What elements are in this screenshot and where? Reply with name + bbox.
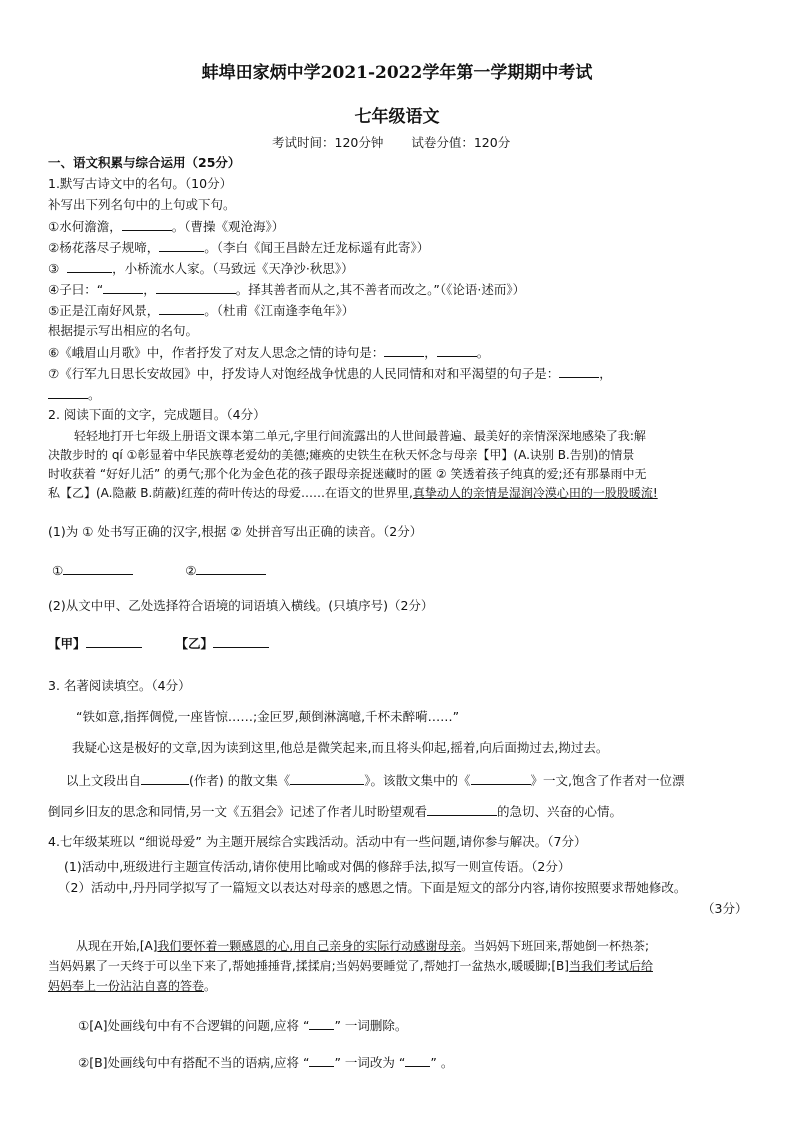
q4-i2b: ” 一词改为 “: [334, 1055, 406, 1070]
q1-7-end: 。: [88, 387, 101, 402]
answer-blank[interactable]: [63, 561, 133, 575]
exam-title: 蚌埠田家炳中学2021-2022学年第一学期期中考试: [201, 63, 593, 83]
q4-sub2-score: （3分）: [702, 901, 748, 916]
q1-item-6: [48, 343, 489, 362]
answer-blank[interactable]: [309, 1016, 334, 1030]
q1-7-text: ⑦《行军九日思长安故园》中，抒发诗人对饱经战争忧患的人民同情和对和平渴望的句子是：: [48, 366, 560, 381]
q4-p2a: 当妈妈累了一天终于可以坐下来了,帮她捶捶背,揉揉肩;当妈妈要睡觉了,帮她打一盆热水,暖暖脚;[B]: [48, 959, 569, 973]
q4-p2-underlined: 当我们考试后给: [568, 959, 653, 973]
q1-item-7: [48, 364, 612, 383]
q2-passage-line-4: [48, 484, 658, 502]
q2-passage-line-3: 时收获着 “好好儿活” 的勇气;那个化为金色花的孩子跟母亲捉迷藏时的匿 ② 笑透着孩子纯真的爱;还有那暴雨中无: [48, 467, 647, 481]
section-heading: 一、语文积累与综合运用（25分）: [48, 155, 241, 170]
q2-circle-1: ①: [52, 563, 64, 578]
answer-blank[interactable]: [213, 634, 269, 648]
q4-p3-underlined: 妈妈奉上一份沾沾自喜的答卷: [48, 979, 205, 993]
q4-sub1: (1)活动中,班级进行主题宣传活动,请你使用比喻或对偶的修辞手法,拟写一则宣传语。（2分）: [64, 859, 571, 874]
q2-sub1: (1)为 ① 处书写正确的汉字,根据 ② 处拼音写出正确的读音。（2分）: [48, 524, 423, 539]
q4-title: 4.七年级某班以 “细说母爱” 为主题开展综合实践活动。活动中有一些问题,请你参与解决。（7分）: [48, 834, 587, 849]
q2-yi-label: 【乙】: [175, 636, 214, 651]
q1-6-end: 。: [476, 345, 490, 360]
q2-passage-line-2: 决散步时的 qí ①彰显着中华民族尊老爱幼的美德;瘫痪的史铁生在秋天怀念与母亲【甲】(A.诀别 B.告别)的情景: [48, 448, 635, 462]
q4-item-1: [78, 1016, 407, 1035]
q3-fill-line-1: [66, 771, 685, 790]
answer-blank[interactable]: [427, 802, 497, 816]
q1-title: 1.默写古诗文中的名句。（10分）: [48, 176, 233, 191]
q3-p2a: 以上文段出自: [66, 773, 142, 788]
answer-blank[interactable]: [405, 1053, 430, 1067]
q3-p2b: (作者) 的散文集《: [189, 773, 291, 788]
answer-blank[interactable]: [48, 385, 88, 399]
answer-blank[interactable]: [122, 217, 172, 231]
q4-i1b: ” 一词删除。: [334, 1018, 408, 1033]
q3-p3a: 倒同乡旧友的思念和同情,另一文《五猖会》记述了作者儿时盼望观看: [48, 804, 427, 819]
exam-score: 试卷分值：120分: [411, 135, 511, 150]
q2-passage-line-1: 轻轻地打开七年级上册语文课本第二单元,字里行间流露出的人世间最普遍、最美好的亲情深深地感染了我:解: [74, 429, 646, 443]
q2-answers-1: [52, 561, 266, 580]
q1-3-text: ，小桥流水人家。（马致远《天净沙·秋思》）: [112, 261, 354, 276]
q3-quote: “铁如意,指挥倜傥,一座皆惊‥‥‥;金叵罗,颠倒淋漓噫,千杯未醉嗬‥‥‥”: [76, 709, 460, 724]
q4-i1a: ①[A]处画线句中有不合逻辑的问题,应将 “: [78, 1018, 310, 1033]
q2-jia-label: 【甲】: [48, 636, 86, 651]
answer-blank[interactable]: [141, 771, 189, 785]
answer-blank[interactable]: [67, 259, 112, 273]
q1-intro: 补写出下列名句中的上句或下句。: [48, 197, 236, 212]
q4-p1c: 。当妈妈下班回来,帮她倒一杯热茶;: [461, 939, 650, 953]
q1-item-7-cont: [48, 385, 101, 404]
q3-fill-line-2: [48, 802, 622, 821]
answer-blank[interactable]: [159, 238, 204, 252]
q2-sub2: (2)从文中甲、乙处选择符合语境的词语填入横线。(只填序号)（2分）: [48, 598, 434, 613]
q2-title: 2. 阅读下面的文字，完成题目。（4分）: [48, 407, 266, 422]
q1-item-4: [48, 280, 525, 299]
q1-1-text: ①水何澹澹，: [48, 219, 122, 234]
q4-passage-line-1: [76, 937, 649, 955]
q3-p3b: 的急切、兴奋的心情。: [496, 804, 622, 819]
q1-6-comma: ，: [424, 345, 437, 360]
q1-6-text: ⑥《峨眉山月歌》中，作者抒发了对友人思念之情的诗句是：: [48, 345, 385, 360]
q4-i2c: ” 。: [430, 1055, 454, 1070]
answer-blank[interactable]: [159, 301, 204, 315]
q1-item-1: [48, 217, 284, 236]
q4-p1a: 从现在开始,[A]: [76, 939, 158, 953]
q4-passage-line-3: [48, 977, 216, 995]
q1-4-comma: ，: [143, 282, 156, 297]
answer-blank[interactable]: [437, 343, 477, 357]
q1-3-num: ③: [48, 261, 60, 276]
answer-blank[interactable]: [290, 771, 364, 785]
q2-p4-underlined: 真挚动人的亲情是湿润冷漠心田的一股股暖流!: [412, 486, 658, 500]
q1-1-source: 。（曹操《观沧海》）: [171, 219, 285, 234]
q1-5-source: 。（杜甫《江南逢李龟年》）: [204, 303, 355, 318]
q1-7-comma: ，: [599, 366, 612, 381]
q4-item-2: [78, 1053, 453, 1072]
q1-hint: 根据提示写出相应的名句。: [48, 323, 199, 338]
q4-sub2: （2）活动中,丹丹同学拟写了一篇短文以表达对母亲的感恩之情。下面是短文的部分内容,请你按照要求帮她修改。: [58, 880, 687, 895]
q4-p3-end: 。: [204, 979, 217, 993]
q2-p4-text: 私【乙】(A.隐蔽 B.荫蔽)红莲的荷叶传达的母爱……在语文的世界里,: [48, 486, 413, 500]
q3-p2c: 》。该散文集中的《: [364, 773, 471, 788]
q1-5-text: ⑤正是江南好风景，: [48, 303, 160, 318]
exam-time: 考试时间：120分钟: [272, 135, 384, 150]
q2-answers-2: [48, 634, 269, 653]
q3-p2d: 》一文,饱含了作者对一位漂: [530, 773, 685, 788]
q1-item-5: [48, 301, 354, 320]
q4-passage-line-2: [48, 957, 653, 975]
q4-i2a: ②[B]处画线句中有搭配不当的语病,应将 “: [78, 1055, 310, 1070]
q1-item-3: [48, 259, 354, 278]
q1-2-text: ②杨花落尽子规啼，: [48, 240, 160, 255]
answer-blank[interactable]: [559, 364, 599, 378]
answer-blank[interactable]: [156, 280, 236, 294]
q3-passage: 我疑心这是极好的文章,因为读到这里,他总是微笑起来,而且将头仰起,摇着,向后面拗过去,拗过去。: [72, 740, 609, 755]
q1-4-text: ④子曰：“: [48, 282, 104, 297]
answer-blank[interactable]: [309, 1053, 334, 1067]
q1-item-2: [48, 238, 429, 257]
q1-4-source: 。择其善者而从之,其不善者而改之。”（《论语·述而》）: [235, 282, 526, 297]
q3-title: 3. 名著阅读填空。（4分）: [48, 678, 191, 693]
answer-blank[interactable]: [471, 771, 531, 785]
q4-p1-underlined: 我们要怀着一颗感恩的心,用自己亲身的实际行动感谢母亲: [157, 939, 462, 953]
q2-circle-2: ②: [185, 563, 197, 578]
exam-subtitle: 七年级语文: [354, 107, 440, 127]
answer-blank[interactable]: [196, 561, 266, 575]
answer-blank[interactable]: [384, 343, 424, 357]
q1-2-source: 。（李白《闻王昌龄左迁龙标遥有此寄》）: [204, 240, 430, 255]
answer-blank[interactable]: [86, 634, 142, 648]
answer-blank[interactable]: [103, 280, 143, 294]
exam-info: [272, 134, 510, 152]
